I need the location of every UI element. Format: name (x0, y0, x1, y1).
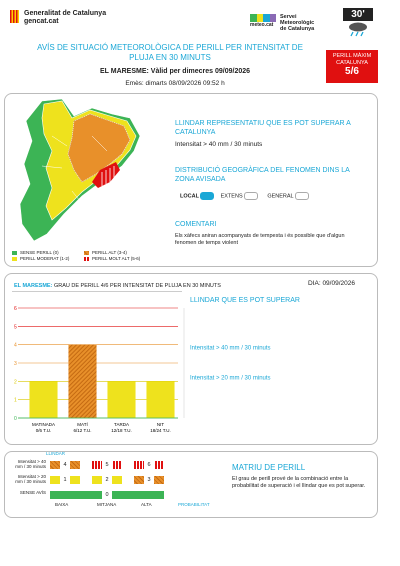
comment-title: COMENTARI (175, 221, 217, 228)
page-title: AVÍS DE SITUACIÓ METEOROLÒGICA DE PERILL PER INTENSITAT DE PLUJA EN 30 MINUTS (37, 43, 303, 62)
validity: EL MARESME: Vàlid per dimecres 09/09/2026 (99, 68, 251, 75)
comment-text: Els xàfecs aniran acompanyats de tempesta i és possible que d'algun fenomen de temps violent (175, 233, 345, 246)
matrix-y-title: LLINDAR (46, 451, 66, 456)
matrix-cell: 6 (134, 461, 164, 469)
matrix-cell: 1 (50, 476, 80, 484)
matrix-cell: 5 (92, 461, 122, 469)
matrix-cell: 0 (50, 491, 164, 499)
matrix-row-label: Intensitat > 40 mm / 30 minuts (15, 459, 46, 469)
meteo-name: Servei Meteorològic de Catalunya (280, 14, 315, 32)
danger-bar-chart (6, 300, 381, 440)
matrix-cell: 3 (134, 476, 164, 484)
distribution-title: DISTRIBUCIÓ GEOGRÀFICA DEL FENOMEN DINS LA ZONA AVISADA (175, 167, 350, 183)
y-tick-label: 2 (14, 379, 17, 386)
gencat-logo (10, 10, 19, 23)
bar (107, 381, 135, 418)
matrix-row-label: Intensitat > 20 mm / 30 minuts (15, 474, 46, 484)
matrix-x-label: MITJANA (97, 502, 117, 507)
y-tick-label: 1 (14, 397, 17, 404)
distribution-options: LOCAL EXTENS GENERAL (180, 192, 309, 200)
matrix-cell: 4 (50, 461, 80, 469)
x-tick-label: MATINADA (32, 422, 55, 427)
extens-toggle (244, 192, 258, 200)
x-tick-label: 0/6 T.U. (35, 428, 52, 433)
cloud-rain-icon (343, 21, 373, 38)
matrix-row-label: SENSE AVÍS (19, 490, 46, 495)
threshold-title: LLINDAR REPRESENTATIU QUE ES POT SUPERAR A CATALUNYA (175, 120, 351, 136)
catalonia-map (12, 96, 150, 246)
meteo-logo: meteo.cat (250, 14, 276, 28)
y-tick-label: 6 (14, 306, 17, 312)
y-tick-label: 4 (14, 342, 17, 349)
threshold-upper-label: Intensitat > 40 mm / 30 minuts (190, 345, 271, 352)
x-tick-label: NIT (156, 422, 165, 427)
matrix-x-label: BAIXA (55, 502, 69, 507)
x-tick-label: MATÍ (77, 422, 88, 427)
chart-date: DIA: 09/09/2026 (308, 280, 355, 287)
x-tick-label: 12/18 T.U. (111, 428, 132, 433)
matrix-x-label: ALTA (141, 502, 152, 507)
bar (29, 381, 57, 418)
y-tick-label: 5 (14, 324, 17, 331)
threshold-heading: LLINDAR QUE ES POT SUPERAR (190, 297, 300, 304)
matrix-title: MATRIU DE PERILL (232, 463, 306, 472)
threshold-lower-label: Intensitat > 20 mm / 30 minuts (190, 375, 271, 382)
bar (146, 381, 174, 418)
chart-divider (12, 291, 182, 292)
org-name: Generalitat de Catalunya (24, 10, 107, 17)
x-tick-label: 6/12 T.U. (73, 428, 92, 433)
y-tick-label: 0 (14, 416, 17, 422)
x-tick-label: TARDA (114, 422, 129, 427)
org-domain: gencat.cat (24, 18, 59, 25)
matrix-text: El grau de perill prové de la combinació entre la probabilitat de superació i el llindar que es pot superar. (232, 476, 366, 489)
x-tick-label: 18/24 T.U. (150, 428, 171, 433)
matrix-x-title: PROBABILITAT (178, 502, 210, 507)
issued: Emès: dimarts 08/09/2026 09:52 h (125, 80, 225, 87)
local-toggle (200, 192, 214, 200)
bar (68, 345, 96, 418)
threshold-value: Intensitat > 40 mm / 30 minuts (175, 141, 263, 148)
matrix-cell: 2 (92, 476, 122, 484)
storm-badge: 30' (343, 8, 373, 38)
y-tick-label: 3 (14, 361, 17, 367)
chart-heading: EL MARESME: GRAU DE PERILL 4/6 PER INTENSITAT DE PLUJA EN 30 MINUTS (14, 283, 221, 289)
general-toggle (295, 192, 309, 200)
max-danger-box: PERILL MÀXIM CATALUNYA 5/6 (326, 50, 378, 83)
